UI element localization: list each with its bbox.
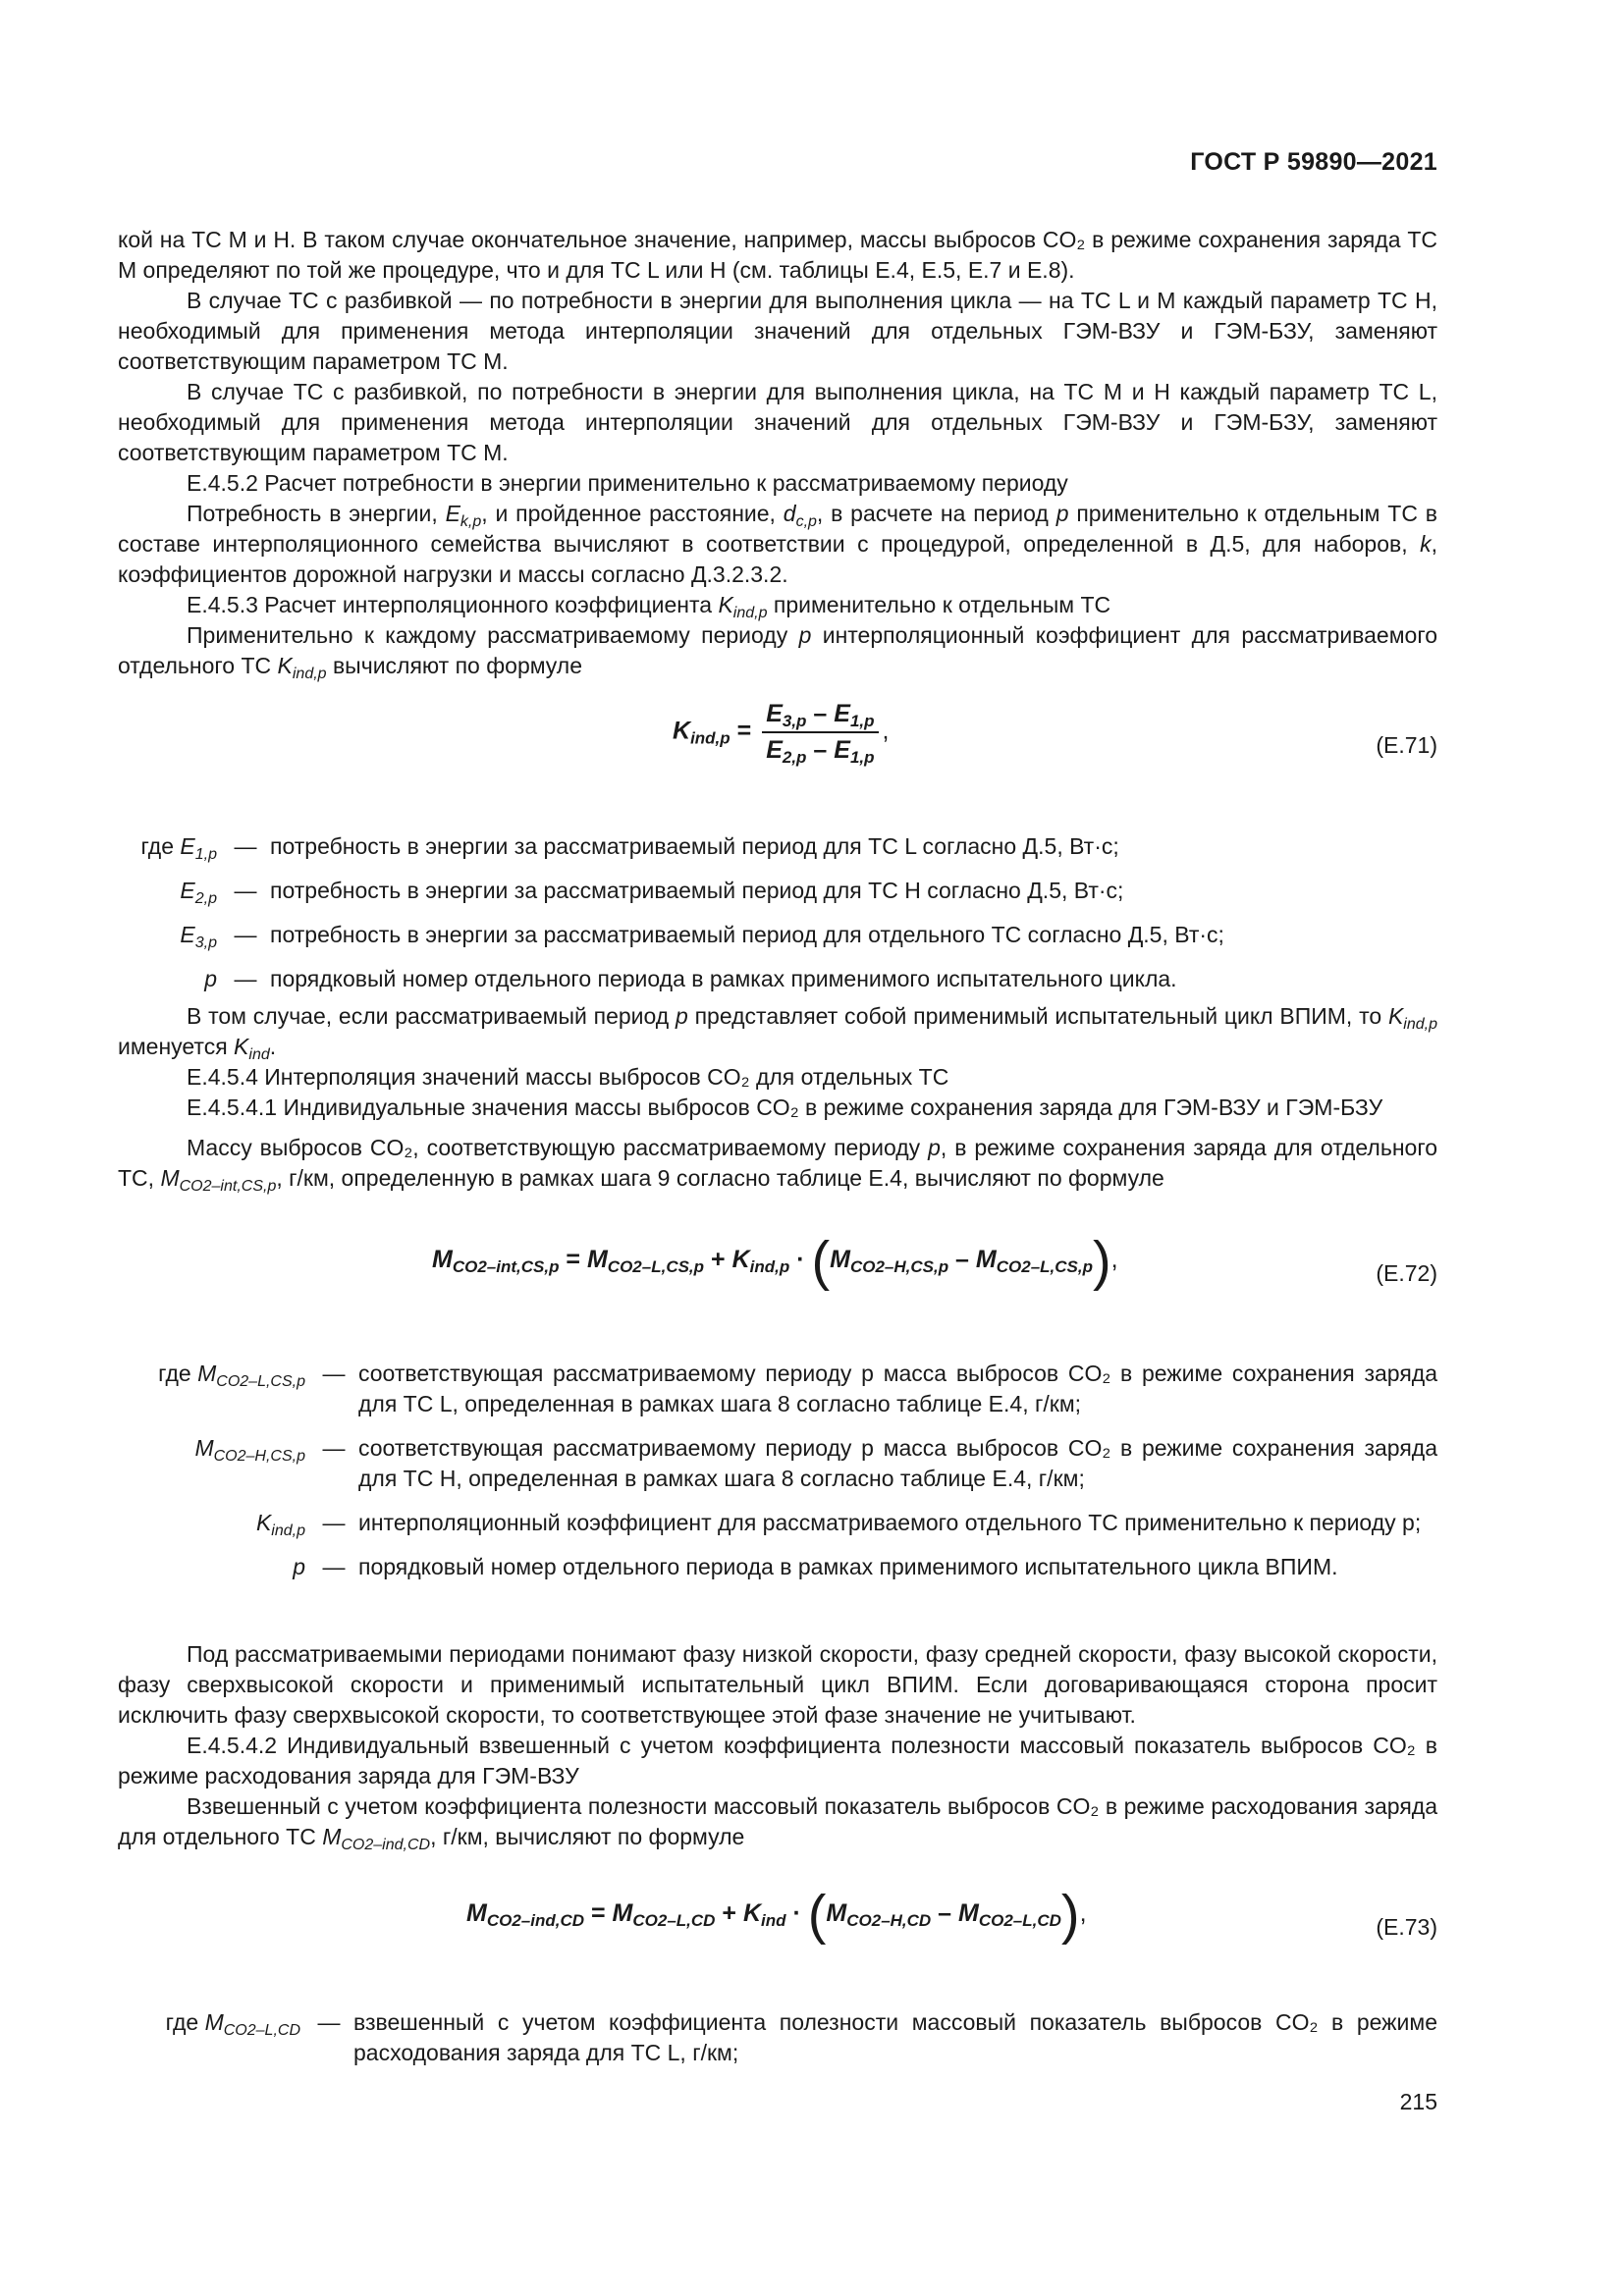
paragraph-interp-coefficient: Применительно к каждому рассматриваемому периоду p интерполяционный коэффициент для рассматриваемого отдельного ТС $K_{ind,p}$ вычисляют по формуле [118,622,1437,682]
paragraph-split-mh: В случае ТС с разбивкой, по потребности в энергии для выполнения цикла, на ТС М и Н каждый параметр ТС L, необходимый для применения метода интерполяции значений для отдельных ГЭМ-ВЗУ и ГЭМ-БЗУ, заменяют соответствующим параметром ТС М. [118,379,1437,465]
formula-e72-body: $M_{CO2-int,CS,p} = M_{CO2-L,CS,p} + K_{ind,p} \cdot (M_{CO2-H,CS,p} - M_{CO2-L,CS,p})$, [432,1229,1118,1292]
legend-description: порядковый номер отдельного периода в рамках применимого испытательного цикла ВПИМ. [358,1554,1338,1579]
formula-e71-number: (Е.71) [1376,732,1437,758]
legend-symbol: где $M_{CO2-L,CD}$ [165,2009,300,2039]
page-number: 215 [1399,2089,1437,2114]
legend-description: потребность в энергии за рассматриваемый период для отдельного ТС согласно Д.5, Вт·с; [270,922,1224,947]
legend-dash: — [234,966,257,991]
legend-symbol: p [293,1554,305,1579]
legend-e72 [118,1355,1437,1586]
legend-e72-grid [118,1359,1437,1582]
paragraph-k-ind: В том случае, если рассматриваемый период p представляет собой применимый испытательный цикл ВПИМ, то $K_{ind,p}$ именуется $K_{ind}$. [118,1003,1437,1063]
legend-e71 [118,828,1437,998]
legend-dash: — [234,878,257,903]
paragraph-continuation: кой на ТС М и Н. В таком случае окончательное значение, например, массы выбросов CO₂ в режиме сохранения заряда ТС М определяют по той же процедуре, что и для ТС L или Н (см. таблицы Е.4, Е.5, Е.7 и Е.8). [118,227,1437,283]
legend-e73 [118,2003,1437,2072]
section-heading-e452: Е.4.5.2 Расчет потребности в энергии применительно к рассматриваемому периоду [187,470,1068,496]
section-heading-e4541: Е.4.5.4.1 Индивидуальные значения массы выбросов CO₂ в режиме сохранения заряда для ГЭМ-ВЗУ и ГЭМ-БЗУ [187,1095,1383,1120]
legend-dash: — [234,833,257,859]
paragraph-co2-mass: Массу выбросов CO₂, соответствующую рассматриваемому периоду p, в режиме сохранения заряда для отдельного ТС, $M_{CO2-int,CS,p}$, г/км, определенную в рамках шага 9 согласно таблице Е.4, вычисляют по формуле [118,1135,1437,1195]
legend-description: соответствующая рассматриваемому периоду p масса выбросов CO₂ в режиме сохранения заряда для ТС Н, определенная в рамках шага 8 согласно таблице Е.4, г/км; [358,1435,1437,1491]
formula-e73 [118,1883,1437,1973]
legend-symbol: $M_{CO2-H,CS,p}$ [194,1435,305,1465]
formula-e71-fraction: $\frac{E_{3,p} - E_{1,p}}{E_{2,p} - E_{1,p}}$ [762,699,878,766]
legend-symbol: $E_{2,p}$ [180,878,217,907]
section-heading-e4542: Е.4.5.4.2 Индивидуальный взвешенный с учетом коэффициента полезности массовый показатель выбросов CO₂ в режиме расходования заряда для ГЭМ-ВЗУ [118,1733,1437,1789]
formula-e73-number: (Е.73) [1376,1914,1437,1940]
legend-symbol: p [204,966,217,991]
legend-dash: — [322,1435,346,1461]
paragraph-split-lm: В случае ТС с разбивкой — по потребности в энергии для выполнения цикла — на ТС L и М каждый параметр ТС Н, необходимый для применения метода интерполяции значений для отдельных ГЭМ-ВЗУ и ГЭМ-БЗУ, заменяют соответствующим параметром ТС М. [118,288,1437,374]
text-block-1 [118,225,1437,681]
legend-description: порядковый номер отдельного периода в рамках применимого испытательного цикла. [270,966,1177,991]
section-heading-e453: Е.4.5.3 Расчет интерполяционного коэффициента $K_{ind,p}$ применительно к отдельным ТС [187,592,1111,621]
legend-e73-grid [118,2007,1437,2068]
legend-dash: — [322,1554,346,1579]
legend-symbol: $E_{3,p}$ [180,922,217,951]
text-block-2 [118,1001,1437,1194]
legend-description: потребность в энергии за рассматриваемый период для ТС L согласно Д.5, Вт·с; [270,833,1119,859]
legend-description: соответствующая рассматриваемому периоду p масса выбросов CO₂ в режиме сохранения заряда для ТС L, определенная в рамках шага 8 согласно таблице Е.4, г/км; [358,1361,1437,1416]
formula-e71-body: $K_{ind,p}$ = $\frac{E_{3,p} - E_{1,p}}{E_{2,p} - E_{1,p}}$ , [673,700,890,767]
formula-e71 [118,699,1437,807]
legend-symbol: где $M_{CO2-L,CS,p}$ [158,1361,305,1390]
legend-symbol: $K_{ind,p}$ [255,1510,305,1539]
section-heading-e454: Е.4.5.4 Интерполяция значений массы выбросов CO₂ для отдельных ТС [187,1064,949,1090]
legend-dash: — [234,922,257,947]
legend-description: интерполяционный коэффициент для рассматриваемого отдельного ТС применительно к периоду p; [358,1510,1422,1535]
formula-e72 [118,1229,1437,1317]
paragraph-weighted-co2: Взвешенный с учетом коэффициента полезности массовый показатель выбросов CO₂ в режиме расходования заряда для отдельного ТС $M_{CO2-ind,CD}$, г/км, вычисляют по формуле [118,1793,1437,1853]
paragraph-energy-demand: Потребность в энергии, $E_{k,p}$, и пройденное расстояние, $d_{c,p}$, в расчете на период p применительно к отдельным ТС в составе интерполяционного семейства вычисляют в соответствии с процедурой, определенной в Д.5, для наборов, k, коэффициентов дорожной нагрузки и массы согласно Д.3.2.3.2. [118,501,1437,587]
document-page [118,0,1437,2296]
paragraph-periods: Под рассматриваемыми периодами понимают фазу низкой скорости, фазу средней скорости, фазу высокой скорости, фазу сверхвысокой скорости и применимый испытательный цикл ВПИМ. Если договаривающаяся сторона просит исключить фазу сверхвысокой скорости, то соответствующее этой фазе значение не учитывают. [118,1641,1437,1728]
legend-description: потребность в энергии за рассматриваемый период для ТС Н согласно Д.5, Вт·с; [270,878,1124,903]
legend-symbol: где $E_{1,p}$ [140,833,217,863]
text-block-3 [118,1639,1437,1852]
legend-dash: — [322,1361,346,1386]
formula-e72-number: (Е.72) [1376,1260,1437,1286]
formula-e73-body: $M_{CO2-ind,CD} = M_{CO2-L,CD} + K_{ind} \cdot (M_{CO2-H,CD} - M_{CO2-L,CD})$, [466,1883,1087,1946]
legend-description: взвешенный с учетом коэффициента полезности массовый показатель выбросов CO₂ в режиме расходования заряда для ТС L, г/км; [353,2009,1437,2065]
legend-e71-grid [118,831,1437,994]
legend-dash: — [317,2009,341,2035]
legend-dash: — [322,1510,346,1535]
document-header-title: ГОСТ Р 59890—2021 [1190,148,1437,176]
